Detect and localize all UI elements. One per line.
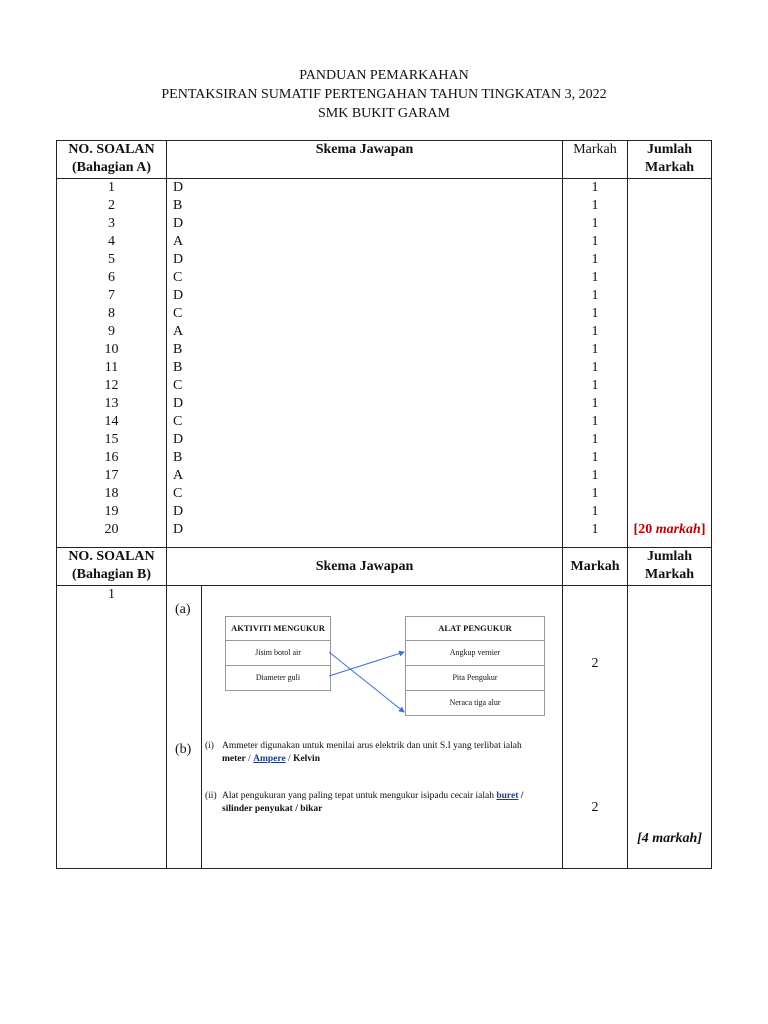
answer-letter: C xyxy=(173,486,183,501)
question-number: 19 xyxy=(104,504,119,519)
inner-divider xyxy=(201,586,202,868)
total-open: [20 xyxy=(633,522,656,537)
mark-value: 1 xyxy=(591,252,599,267)
total-close: ] xyxy=(700,522,706,537)
matching-arrows xyxy=(225,616,545,724)
question-number: 9 xyxy=(108,324,115,339)
total-word: markah xyxy=(655,522,701,537)
activity-item: Jisim botol air xyxy=(226,640,330,665)
mark-part-a: 2 xyxy=(591,656,599,671)
answer-ampere: Ampere xyxy=(253,754,286,764)
mark-value: 1 xyxy=(591,522,599,537)
answer-letter: D xyxy=(173,396,184,411)
answer-others: / silinder penyukat / bikar xyxy=(222,791,524,814)
question-number: 17 xyxy=(104,468,119,483)
question-number: 16 xyxy=(104,450,119,465)
mark-value: 1 xyxy=(591,342,599,357)
answer-letter: C xyxy=(173,378,183,393)
section-b-total-cell xyxy=(628,586,712,869)
activity-box-title: AKTIVITI MENGUKUR xyxy=(231,623,325,633)
mark-value: 1 xyxy=(591,216,599,231)
section-a-jumlah-header xyxy=(628,141,712,179)
soalan-b-header-line2: (Bahagian B) xyxy=(72,567,151,582)
header-title: PANDUAN PEMARKAHAN xyxy=(299,68,469,83)
matching-diagram xyxy=(225,616,545,724)
section-a-skema-header xyxy=(167,141,563,179)
section-b-body-row xyxy=(57,586,712,869)
answer-letter: C xyxy=(173,414,183,429)
mark-value: 1 xyxy=(591,396,599,411)
soalan-header-line1: NO. SOALAN xyxy=(68,142,155,157)
question-number: 7 xyxy=(108,288,115,303)
header-school: SMK BUKIT GARAM xyxy=(318,106,450,121)
tool-item: Pita Pengukur xyxy=(406,665,544,690)
question-number: 20 xyxy=(104,522,119,537)
mark-value: 1 xyxy=(591,414,599,429)
section-a-answers xyxy=(167,179,563,548)
answer-letter: B xyxy=(173,198,183,213)
answer-letter: D xyxy=(173,504,184,519)
question-number: 1 xyxy=(108,180,115,195)
section-b-total: [4 markah] xyxy=(637,831,702,846)
section-b-soalan-header xyxy=(57,548,167,586)
tool-item: Neraca tiga alur xyxy=(406,690,544,715)
answer-letter: C xyxy=(173,270,183,285)
question-number: 12 xyxy=(104,378,119,393)
answer-letter: B xyxy=(173,450,183,465)
part-a-label: (a) xyxy=(175,602,191,617)
answer-letter: C xyxy=(173,306,183,321)
part-b-ii-text: Alat pengukuran yang paling tepat untuk mengukur isipadu cecair ialah xyxy=(222,791,497,801)
answer-letter: D xyxy=(173,522,184,537)
part-b-i-text: Ammeter digunakan untuk menilai arus elektrik dan unit S.I yang terlibat ialah xyxy=(222,741,522,751)
section-a-markah-header xyxy=(563,141,628,179)
jumlah-b-header-line1: Jumlah xyxy=(646,549,693,564)
part-b-i xyxy=(205,740,545,766)
answer-letter: A xyxy=(173,324,184,339)
mark-value: 1 xyxy=(591,234,599,249)
jumlah-header-line1: Jumlah xyxy=(646,142,693,157)
jumlah-header-line2: Markah xyxy=(645,160,695,175)
section-a-marks xyxy=(563,179,628,548)
section-b-answer-cell xyxy=(167,586,563,869)
section-b-jumlah-header xyxy=(628,548,712,586)
mark-value: 1 xyxy=(591,486,599,501)
question-number: 4 xyxy=(108,234,115,249)
answer-letter: D xyxy=(173,252,184,267)
separator: / xyxy=(245,754,254,764)
mark-value: 1 xyxy=(591,468,599,483)
answer-meter: meter xyxy=(222,754,246,764)
question-number: 2 xyxy=(108,198,115,213)
tool-box-title: ALAT PENGUKUR xyxy=(438,623,512,633)
section-b-marks xyxy=(563,586,628,869)
mark-value: 1 xyxy=(591,288,599,303)
question-number: 3 xyxy=(108,216,115,231)
mark-value: 1 xyxy=(591,306,599,321)
skema-b-header: Skema Jawapan xyxy=(315,558,414,574)
answer-letter: A xyxy=(173,234,184,249)
question-number: 5 xyxy=(108,252,115,267)
question-number: 6 xyxy=(108,270,115,285)
question-1-number: 1 xyxy=(108,587,115,602)
answer-letter: B xyxy=(173,342,183,357)
section-a-soalan-header xyxy=(57,141,167,179)
question-number: 11 xyxy=(104,360,119,375)
question-number: 14 xyxy=(104,414,119,429)
markah-header: Markah xyxy=(573,142,617,157)
section-b-header-row xyxy=(57,548,712,586)
answer-letter: D xyxy=(173,432,184,447)
skema-header: Skema Jawapan xyxy=(315,142,414,157)
question-number: 18 xyxy=(104,486,119,501)
document-header xyxy=(0,66,768,123)
section-a-body-row xyxy=(57,179,712,548)
jumlah-b-header-line2: Markah xyxy=(645,567,695,582)
marking-scheme-table xyxy=(56,140,712,869)
soalan-b-header-line1: NO. SOALAN xyxy=(68,549,155,564)
answer-letter: D xyxy=(173,180,184,195)
part-b-label: (b) xyxy=(175,742,192,757)
mark-value: 1 xyxy=(591,504,599,519)
part-b-i-number: (i) xyxy=(205,741,214,751)
mark-value: 1 xyxy=(591,432,599,447)
section-b-markah-header xyxy=(563,548,628,586)
question-number: 8 xyxy=(108,306,115,321)
tool-item: Angkup vernier xyxy=(406,640,544,665)
section-a-header-row xyxy=(57,141,712,179)
separator: / xyxy=(285,754,294,764)
part-b-ii-number: (ii) xyxy=(205,791,217,801)
mark-value: 1 xyxy=(591,324,599,339)
answer-letter: D xyxy=(173,216,184,231)
mark-part-b: 2 xyxy=(591,800,599,815)
header-subtitle: PENTAKSIRAN SUMATIF PERTENGAHAN TAHUN TINGKATAN 3, 2022 xyxy=(161,87,607,102)
arrow-jisim-to-neraca xyxy=(329,652,404,712)
part-b-ii xyxy=(205,790,545,816)
answer-letter: D xyxy=(173,288,184,303)
mark-value: 1 xyxy=(591,360,599,375)
section-b-skema-header xyxy=(167,548,563,586)
answer-buret: buret xyxy=(496,791,519,801)
mark-value: 1 xyxy=(591,450,599,465)
soalan-header-line2: (Bahagian A) xyxy=(72,160,151,175)
question-number: 15 xyxy=(104,432,119,447)
mark-value: 1 xyxy=(591,378,599,393)
mark-value: 1 xyxy=(591,180,599,195)
markah-b-header: Markah xyxy=(570,558,620,574)
question-number: 13 xyxy=(104,396,119,411)
section-a-total xyxy=(628,521,711,547)
mark-value: 1 xyxy=(591,270,599,285)
mark-value: 1 xyxy=(591,198,599,213)
answer-kelvin: Kelvin xyxy=(293,754,320,764)
question-number: 10 xyxy=(104,342,119,357)
activity-item: Diameter guli xyxy=(226,665,330,690)
section-a-question-numbers xyxy=(57,179,167,548)
answer-letter: B xyxy=(173,360,183,375)
answer-letter: A xyxy=(173,468,184,483)
section-b-question-number xyxy=(57,586,167,869)
arrow-diameter-to-angkup xyxy=(329,652,404,676)
section-a-total-cell xyxy=(628,179,712,548)
